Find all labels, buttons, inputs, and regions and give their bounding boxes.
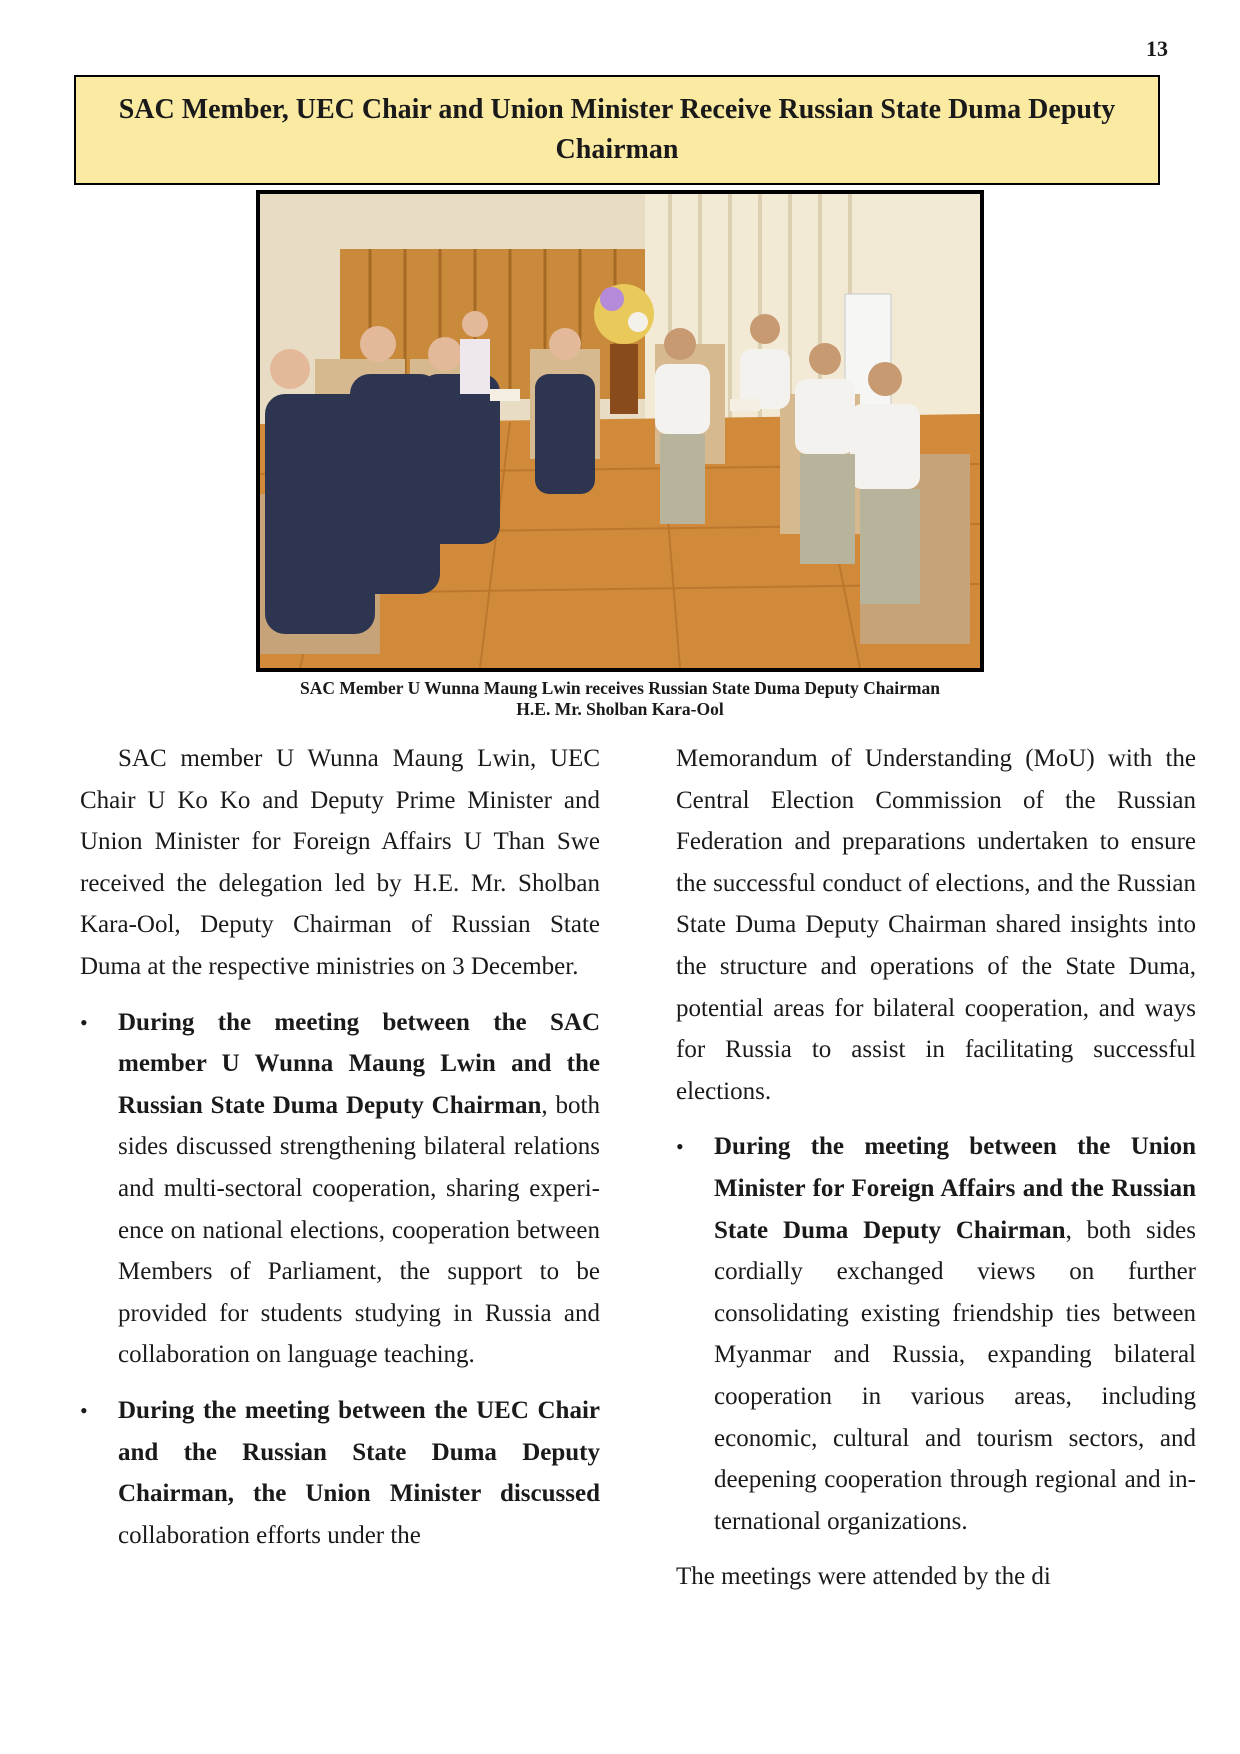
bullet-text: collaboration efforts under the [118, 1521, 421, 1549]
bullet-bold-lead: During the meeting between the SAC member U Wunna Maung Lwin and the Russian State Duma Deputy Chairman [118, 1008, 600, 1119]
bullet-symbol: • [80, 1397, 88, 1423]
bullet-item [80, 1390, 600, 1556]
left-column [80, 738, 600, 1570]
photo-caption-line1: SAC Member U Wunna Maung Lwin receives Russian State Duma Deputy Chairman [300, 678, 940, 698]
right-column [676, 738, 1196, 1612]
bullet-item [80, 1002, 600, 1376]
meeting-photo [256, 190, 984, 672]
bullet-text: , both sides cordially exchanged views on further consolidating existing friendship ties between Myanmar and Russia, expanding bilateral cooperation in various areas, including economic, cultural and tourism sectors, and deepening cooperation through regional and international organizations. [714, 1216, 1196, 1535]
closing-paragraph: The meetings were attended by the di [676, 1563, 1051, 1591]
bullet-bold-lead: During the meeting between the UEC Chair and the Russian State Duma Deputy Chairman, the Union Minister discussed [118, 1396, 600, 1508]
article-title: SAC Member, UEC Chair and Union Minister Receive Russian State Duma Deputy Chairman [118, 94, 1116, 165]
intro-paragraph: SAC member U Wunna Maung Lwin, UEC Chair U Ko Ko and Deputy Prime Minister and Union Minister for Foreign Affairs U Than Swe received the delegation led by H.E. Mr. Sholban Kara-Ool, Deputy Chairman of Russian State Duma at the respective ministries on 3 December. [80, 745, 600, 980]
photo-caption [180, 678, 1060, 720]
continuation-paragraph: Memorandum of Understanding (MoU) with the Central Election Commission of the Russian Federation and preparations undertaken to ensure the successful conduct of elections, and the Russian State Duma Deputy Chairman shared insights into the structure and operations of the State Duma, potential areas for bilateral cooperation, and ways for Russia to assist in facilitating successful elections. [676, 745, 1196, 1105]
bullet-symbol: • [80, 1009, 88, 1035]
bullet-symbol: • [676, 1134, 684, 1160]
bullet-text: , both sides discussed strengthening bilateral relations and multi-sectoral cooperation, sharing experience on national elections, cooperation between Members of Parliament, the support to be provided for students studying in Russia and collaboration on language teaching. [118, 1091, 600, 1369]
page-number: 13 [1146, 36, 1168, 61]
bullet-bold-lead: During the meeting between the Union Minister for Foreign Affairs and the Russian State Duma Deputy Chairman [714, 1133, 1196, 1244]
photo-caption-line2: H.E. Mr. Sholban Kara-Ool [516, 699, 724, 719]
bullet-item [676, 1126, 1196, 1542]
article-title-box [74, 75, 1160, 185]
